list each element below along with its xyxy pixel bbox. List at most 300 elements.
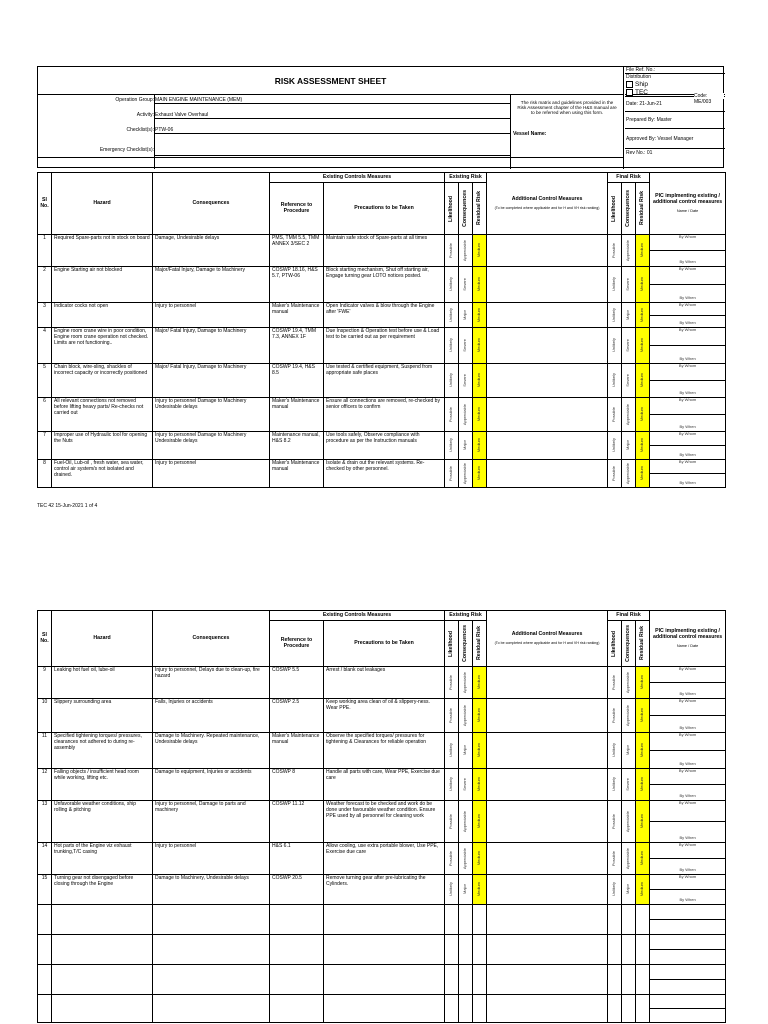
by-when: By When bbox=[679, 691, 696, 696]
cell-consequence: Injury to personnel Damage to Machinery Undesirable delays bbox=[153, 398, 270, 432]
cell-final-consequences bbox=[622, 667, 636, 699]
col-existing-risk: Existing Risk bbox=[445, 611, 487, 621]
empty-cell bbox=[473, 935, 487, 965]
empty-cell bbox=[608, 995, 622, 1023]
empty-cell bbox=[459, 995, 473, 1023]
cell-sl: 14 bbox=[38, 843, 52, 875]
empty-cell bbox=[622, 965, 636, 995]
risk-rows-page-2 bbox=[38, 667, 726, 1023]
cell-final-consequences bbox=[622, 801, 636, 843]
col-final-consequences: Consequences bbox=[624, 190, 631, 227]
col-consequence-rating: Consequences bbox=[461, 625, 468, 662]
cell-final-likelihood-text: Possible bbox=[611, 242, 617, 259]
col-sl: Sl No. bbox=[38, 173, 52, 235]
by-when: By When bbox=[679, 867, 696, 872]
cell-likelihood bbox=[445, 801, 459, 843]
cell-reference: Maker's Maintenance manual bbox=[270, 398, 324, 432]
col-additional bbox=[487, 611, 608, 667]
cell-additional-controls bbox=[487, 843, 608, 875]
cell-final-residual-risk-text: Medium bbox=[639, 466, 645, 481]
empty-row bbox=[38, 905, 726, 935]
cell-residual-risk-text: Medium bbox=[476, 438, 482, 453]
cell-reference: PMS, TMM 5.5, TMM ANNEX 3/SEC 2 bbox=[270, 235, 324, 267]
cell-likelihood bbox=[445, 769, 459, 801]
cell-final-likelihood bbox=[608, 364, 622, 398]
empty-cell bbox=[459, 965, 473, 995]
cell-likelihood bbox=[445, 843, 459, 875]
cell-consequence-rating-text: Major bbox=[462, 440, 468, 451]
col-final-residual-risk: Residual Risk bbox=[638, 626, 645, 661]
by-when: By When bbox=[679, 835, 696, 840]
cell-likelihood bbox=[445, 667, 459, 699]
col-final-consequences: Consequences bbox=[624, 625, 631, 662]
vessel-name-label: Vessel Name: bbox=[513, 131, 547, 137]
by-when: By When bbox=[679, 725, 696, 730]
cell-final-consequences-text: Appreciable bbox=[625, 462, 631, 485]
cell-consequence-rating-text: Appreciable bbox=[462, 847, 468, 870]
cell-final-consequences bbox=[622, 875, 636, 905]
empty-cell bbox=[270, 965, 324, 995]
by-whom: By Whom bbox=[650, 875, 725, 890]
empty-cell bbox=[622, 935, 636, 965]
cell-final-residual-risk bbox=[636, 364, 650, 398]
cell-final-consequences-text: Severe bbox=[625, 278, 631, 291]
cell-final-residual-risk-text: Medium bbox=[639, 743, 645, 758]
cell-hazard: Indicator cocks not open bbox=[52, 303, 153, 328]
col-final-residual-risk: Residual Risk bbox=[638, 191, 645, 226]
empty-cell bbox=[650, 935, 726, 965]
cell-final-residual-risk bbox=[636, 769, 650, 801]
cell-final-likelihood bbox=[608, 432, 622, 460]
cell-precaution: Use tested & certified equipment, Suspend from appropriate safe places bbox=[324, 364, 445, 398]
col-name-date: Name / Date bbox=[676, 208, 699, 213]
empty-row bbox=[38, 965, 726, 995]
col-hazard: Hazard bbox=[52, 611, 153, 667]
cell-precaution: Keep working area clean of oil & slippery-ness. Wear PPE. bbox=[324, 699, 445, 733]
cell-consequence: Major/Fatal Injury, Damage to Machinery bbox=[153, 267, 270, 303]
cell-residual-risk bbox=[473, 769, 487, 801]
cell-final-consequences-text: Appreciable bbox=[625, 704, 631, 727]
cell-final-likelihood bbox=[608, 699, 622, 733]
cell-residual-risk-text: Medium bbox=[476, 338, 482, 353]
by-whom: By Whom bbox=[650, 267, 725, 285]
cell-final-residual-risk-text: Medium bbox=[639, 777, 645, 792]
empty-cell bbox=[636, 995, 650, 1023]
activity-label: Activity: bbox=[136, 112, 154, 118]
doc-code: Code: ME/003 bbox=[694, 93, 724, 99]
col-name-date: Name / Date bbox=[676, 643, 699, 648]
cell-final-likelihood bbox=[608, 303, 622, 328]
cell-residual-risk bbox=[473, 460, 487, 488]
cell-final-residual-risk-text: Medium bbox=[639, 675, 645, 690]
cell-consequence: Falls, Injuries or accidents bbox=[153, 699, 270, 733]
cell-sl: 9 bbox=[38, 667, 52, 699]
cell-residual-risk bbox=[473, 364, 487, 398]
dist-ship-label: Ship bbox=[635, 81, 649, 89]
cell-hazard: Slippery surrounding area bbox=[52, 699, 153, 733]
cell-consequence: Major/ Fatal Injury, Damage to Machinery bbox=[153, 328, 270, 364]
cell-sl: 7 bbox=[38, 432, 52, 460]
cell-consequence-rating-text: Appreciable bbox=[462, 810, 468, 833]
cell-final-residual-risk-text: Medium bbox=[639, 851, 645, 866]
cell-final-likelihood bbox=[608, 235, 622, 267]
empty-cell bbox=[270, 905, 324, 935]
empty-pic-split bbox=[650, 905, 725, 920]
cell-pic bbox=[650, 328, 726, 364]
cell-final-likelihood bbox=[608, 267, 622, 303]
cell-hazard: Falling objects / insufficient head room while working, lifting etc. bbox=[52, 769, 153, 801]
cell-sl: 15 bbox=[38, 875, 52, 905]
cell-sl: 3 bbox=[38, 303, 52, 328]
cell-final-consequences bbox=[622, 364, 636, 398]
cell-residual-risk bbox=[473, 843, 487, 875]
empty-cell bbox=[473, 965, 487, 995]
cell-consequence: Damage to Machinery, Undesirable delays bbox=[153, 875, 270, 905]
cell-reference: Maker's Maintenance manual bbox=[270, 733, 324, 769]
cell-pic bbox=[650, 398, 726, 432]
col-final-risk: Final Risk bbox=[608, 611, 650, 621]
empty-cell bbox=[473, 905, 487, 935]
cell-sl: 12 bbox=[38, 769, 52, 801]
cell-final-consequences-text: Major bbox=[625, 745, 631, 756]
cell-final-likelihood-text: Possible bbox=[611, 707, 617, 724]
cell-final-residual-risk-text: Medium bbox=[639, 407, 645, 422]
cell-final-consequences-text: Severe bbox=[625, 339, 631, 352]
cell-final-likelihood bbox=[608, 875, 622, 905]
cell-consequence-rating bbox=[459, 843, 473, 875]
col-pic bbox=[650, 611, 726, 667]
empty-cell bbox=[38, 905, 52, 935]
by-when: By When bbox=[679, 897, 696, 902]
cell-likelihood-text: Possible bbox=[448, 813, 454, 830]
table-row bbox=[38, 364, 726, 398]
empty-cell bbox=[650, 995, 726, 1023]
cell-consequence-rating-text: Severe bbox=[462, 339, 468, 352]
cell-likelihood-text: Possible bbox=[448, 674, 454, 691]
sheet-header bbox=[37, 66, 724, 168]
cell-consequence-rating-text: Appreciable bbox=[462, 403, 468, 426]
cell-consequence: Major/ Fatal Injury, Damage to Machinery bbox=[153, 364, 270, 398]
empty-cell bbox=[622, 905, 636, 935]
cell-final-consequences-text: Severe bbox=[625, 778, 631, 791]
cell-sl: 1 bbox=[38, 235, 52, 267]
cell-residual-risk bbox=[473, 328, 487, 364]
cell-final-residual-risk bbox=[636, 267, 650, 303]
cell-residual-risk bbox=[473, 667, 487, 699]
cell-likelihood-text: Unlikely bbox=[448, 277, 454, 292]
empty-cell bbox=[487, 965, 608, 995]
cell-pic bbox=[650, 801, 726, 843]
cell-final-likelihood-text: Possible bbox=[611, 406, 617, 423]
cell-final-consequences-text: Major bbox=[625, 884, 631, 895]
cell-reference: COSWP 5.5 bbox=[270, 667, 324, 699]
cell-final-consequences bbox=[622, 303, 636, 328]
by-whom: By Whom bbox=[650, 303, 725, 316]
cell-additional-controls bbox=[487, 733, 608, 769]
cell-final-likelihood-text: Unlikely bbox=[611, 777, 617, 792]
by-whom: By Whom bbox=[650, 843, 725, 859]
cell-precaution: Allow cooling, use extra portable blower, Use PPE, Exercise due care bbox=[324, 843, 445, 875]
cell-final-likelihood bbox=[608, 843, 622, 875]
cell-final-consequences bbox=[622, 699, 636, 733]
by-whom: By Whom bbox=[650, 328, 725, 346]
cell-final-likelihood-text: Unlikely bbox=[611, 338, 617, 353]
cell-final-consequences bbox=[622, 267, 636, 303]
cell-residual-risk-text: Medium bbox=[476, 243, 482, 258]
cell-sl: 5 bbox=[38, 364, 52, 398]
cell-reference: COSWP 8 bbox=[270, 769, 324, 801]
cell-likelihood bbox=[445, 303, 459, 328]
cell-consequence-rating bbox=[459, 460, 473, 488]
cell-final-consequences bbox=[622, 328, 636, 364]
cell-hazard: Improper use of Hydraulic tool for opening the Nuts bbox=[52, 432, 153, 460]
empty-pic-split bbox=[650, 965, 725, 980]
col-final-risk: Final Risk bbox=[608, 173, 650, 183]
empty-cell bbox=[153, 965, 270, 995]
cell-likelihood-text: Unlikely bbox=[448, 373, 454, 388]
cell-hazard: Leaking hot fuel oil, lube-oil bbox=[52, 667, 153, 699]
cell-consequence-rating bbox=[459, 432, 473, 460]
cell-final-residual-risk-text: Medium bbox=[639, 307, 645, 323]
cell-likelihood-text: Unlikely bbox=[448, 743, 454, 758]
empty-cell bbox=[270, 995, 324, 1023]
empty-cell bbox=[52, 905, 153, 935]
cell-final-consequences-text: Appreciable bbox=[625, 847, 631, 870]
doc-control-block bbox=[625, 67, 725, 169]
cell-likelihood bbox=[445, 235, 459, 267]
cell-final-likelihood-text: Possible bbox=[611, 813, 617, 830]
cell-final-residual-risk-text: Medium bbox=[639, 814, 645, 829]
col-precautions: Precautions to be Taken bbox=[324, 621, 445, 667]
cell-consequence-rating bbox=[459, 733, 473, 769]
cell-additional-controls bbox=[487, 460, 608, 488]
cell-reference: COSWP 19.4, TMM 7.3, ANNEX 1F bbox=[270, 328, 324, 364]
empty-cell bbox=[445, 995, 459, 1023]
empty-cell bbox=[608, 905, 622, 935]
cell-consequence-rating bbox=[459, 328, 473, 364]
cell-pic bbox=[650, 699, 726, 733]
col-residual-risk: Residual Risk bbox=[475, 191, 482, 226]
empty-cell bbox=[487, 935, 608, 965]
cell-final-likelihood-text: Possible bbox=[611, 465, 617, 482]
cell-final-residual-risk-text: Medium bbox=[639, 338, 645, 353]
col-consequence-rating: Consequences bbox=[461, 190, 468, 227]
cell-final-consequences-text: Appreciable bbox=[625, 810, 631, 833]
by-whom: By Whom bbox=[650, 432, 725, 446]
risk-matrix-note: The risk matrix and guidelines provided in the Risk Assessment chapter of the H&S manual are to be referred when using this form. bbox=[517, 100, 617, 115]
cell-final-likelihood-text: Possible bbox=[611, 674, 617, 691]
cell-likelihood-text: Unlikely bbox=[448, 338, 454, 353]
empty-cell bbox=[324, 965, 445, 995]
cell-likelihood-text: Unlikely bbox=[448, 882, 454, 897]
cell-reference: COSWP 18.16, H&S 5.7, PTW-06 bbox=[270, 267, 324, 303]
cell-final-residual-risk bbox=[636, 699, 650, 733]
cell-additional-controls bbox=[487, 303, 608, 328]
by-whom: By Whom bbox=[650, 699, 725, 716]
sheet-title: RISK ASSESSMENT SHEET bbox=[274, 76, 387, 86]
cell-reference: COSWP 11.12 bbox=[270, 801, 324, 843]
col-sl: Sl No. bbox=[38, 611, 52, 667]
cell-consequence: Damage, Undesirable delays bbox=[153, 235, 270, 267]
cell-sl: 4 bbox=[38, 328, 52, 364]
empty-cell bbox=[608, 965, 622, 995]
cell-consequence-rating bbox=[459, 801, 473, 843]
cell-final-likelihood-text: Unlikely bbox=[611, 307, 617, 322]
empty-cell bbox=[38, 995, 52, 1023]
by-when: By When bbox=[679, 390, 696, 395]
cell-precaution: Open Indicator valves & blow through the Engine after 'FWE' bbox=[324, 303, 445, 328]
prepared-by: Prepared By: Master bbox=[625, 112, 725, 129]
cell-final-residual-risk-text: Medium bbox=[639, 438, 645, 453]
cell-final-likelihood-text: Unlikely bbox=[611, 743, 617, 758]
col-existing-risk: Existing Risk bbox=[445, 173, 487, 183]
cell-consequence: Damage to equipment, Injuries or accidents bbox=[153, 769, 270, 801]
col-additional bbox=[487, 173, 608, 235]
col-consequences: Consequences bbox=[153, 611, 270, 667]
by-when: By When bbox=[679, 295, 696, 300]
note-block bbox=[510, 95, 624, 169]
cell-final-residual-risk bbox=[636, 667, 650, 699]
cell-reference: COSWP 20.5 bbox=[270, 875, 324, 905]
empty-cell bbox=[153, 995, 270, 1023]
col-reference: Reference to Procedure bbox=[270, 183, 324, 235]
table-row bbox=[38, 398, 726, 432]
table-row bbox=[38, 733, 726, 769]
empty-cell bbox=[270, 935, 324, 965]
by-when: By When bbox=[679, 480, 696, 485]
cell-residual-risk-text: Medium bbox=[476, 277, 482, 292]
cell-hazard: Turning gear not disengaged before closing through the Engine bbox=[52, 875, 153, 905]
cell-final-residual-risk-text: Medium bbox=[639, 373, 645, 388]
col-consequences: Consequences bbox=[153, 173, 270, 235]
cell-consequence-rating-text: Appreciable bbox=[462, 462, 468, 485]
by-whom: By Whom bbox=[650, 364, 725, 381]
cell-final-residual-risk bbox=[636, 432, 650, 460]
empty-cell bbox=[52, 965, 153, 995]
cell-likelihood-text: Unlikely bbox=[448, 777, 454, 792]
empty-row bbox=[38, 995, 726, 1023]
ship-checkbox[interactable] bbox=[626, 81, 633, 88]
cell-residual-risk-text: Medium bbox=[476, 777, 482, 792]
table-row bbox=[38, 667, 726, 699]
cell-final-consequences-text: Major bbox=[625, 440, 631, 451]
col-reference: Reference to Procedure bbox=[270, 621, 324, 667]
col-likelihood: Likelihood bbox=[447, 195, 454, 222]
cell-residual-risk-text: Medium bbox=[476, 466, 482, 481]
by-when: By When bbox=[679, 356, 696, 361]
col-pic-title: PIC implmenting existing / additional control measures bbox=[652, 627, 723, 640]
cell-residual-risk bbox=[473, 303, 487, 328]
cell-final-consequences bbox=[622, 769, 636, 801]
cell-reference: COSWP 2.5 bbox=[270, 699, 324, 733]
cell-pic bbox=[650, 460, 726, 488]
cell-additional-controls bbox=[487, 801, 608, 843]
cell-likelihood bbox=[445, 733, 459, 769]
risk-rows-page-1 bbox=[38, 235, 726, 488]
cell-likelihood-text: Unlikely bbox=[448, 307, 454, 322]
empty-cell bbox=[153, 905, 270, 935]
cell-precaution: Maintain safe stock of Spare-parts at all times bbox=[324, 235, 445, 267]
cell-final-residual-risk-text: Medium bbox=[639, 708, 645, 723]
cell-consequence-rating-text: Appreciable bbox=[462, 671, 468, 694]
risk-table-page-2 bbox=[37, 610, 726, 1023]
cell-consequence-rating-text: Appreciable bbox=[462, 704, 468, 727]
cell-reference: Maintenance manual, H&S 8.2 bbox=[270, 432, 324, 460]
cell-final-residual-risk bbox=[636, 843, 650, 875]
empty-cell bbox=[459, 905, 473, 935]
empty-cell bbox=[38, 935, 52, 965]
cell-hazard: Engine Starting air not blocked bbox=[52, 267, 153, 303]
cell-final-consequences bbox=[622, 733, 636, 769]
cell-final-consequences bbox=[622, 843, 636, 875]
empty-pic-split bbox=[650, 995, 725, 1009]
col-additional-note: (To be completed where applicable and for H and VH risk ranking) bbox=[494, 640, 600, 645]
tec-checkbox[interactable] bbox=[626, 89, 633, 96]
cell-final-likelihood bbox=[608, 667, 622, 699]
cell-sl: 11 bbox=[38, 733, 52, 769]
cell-sl: 13 bbox=[38, 801, 52, 843]
cell-pic bbox=[650, 769, 726, 801]
cell-final-likelihood bbox=[608, 460, 622, 488]
cell-likelihood bbox=[445, 460, 459, 488]
cell-residual-risk-text: Medium bbox=[476, 851, 482, 866]
cell-residual-risk bbox=[473, 733, 487, 769]
cell-consequence-rating-text: Major bbox=[462, 745, 468, 756]
col-likelihood: Likelihood bbox=[447, 630, 454, 657]
cell-final-likelihood-text: Unlikely bbox=[611, 882, 617, 897]
cell-final-residual-risk bbox=[636, 875, 650, 905]
cell-likelihood bbox=[445, 875, 459, 905]
operation-group-value: MAIN ENGINE MAINTENANCE (MEM) bbox=[155, 97, 510, 104]
empty-cell bbox=[487, 995, 608, 1023]
cell-consequence: Injury to personnel bbox=[153, 303, 270, 328]
activity-value: Exhaust Valve Overhaul bbox=[155, 112, 510, 119]
cell-likelihood-text: Possible bbox=[448, 850, 454, 867]
cell-final-residual-risk bbox=[636, 235, 650, 267]
emergency-checklists-value bbox=[155, 147, 510, 156]
cell-consequence-rating-text: Severe bbox=[462, 278, 468, 291]
dist-ship bbox=[625, 81, 725, 89]
cell-consequence-rating-text: Severe bbox=[462, 374, 468, 387]
cell-reference: H&S 6.1 bbox=[270, 843, 324, 875]
table-row bbox=[38, 432, 726, 460]
cell-likelihood-text: Unlikely bbox=[448, 438, 454, 453]
cell-likelihood-text: Possible bbox=[448, 707, 454, 724]
cell-reference: Maker's Maintenance manual bbox=[270, 303, 324, 328]
cell-final-residual-risk-text: Medium bbox=[639, 243, 645, 258]
cell-final-likelihood-text: Unlikely bbox=[611, 373, 617, 388]
by-when: By When bbox=[679, 452, 696, 457]
cell-additional-controls bbox=[487, 235, 608, 267]
cell-additional-controls bbox=[487, 364, 608, 398]
empty-cell bbox=[52, 995, 153, 1023]
cell-likelihood bbox=[445, 699, 459, 733]
cell-residual-risk bbox=[473, 801, 487, 843]
by-whom: By Whom bbox=[650, 801, 725, 822]
cell-residual-risk bbox=[473, 267, 487, 303]
col-additional-title: Additional Control Measures bbox=[511, 195, 583, 202]
cell-pic bbox=[650, 733, 726, 769]
cell-consequence-rating bbox=[459, 699, 473, 733]
cell-residual-risk-text: Medium bbox=[476, 307, 482, 323]
cell-pic bbox=[650, 364, 726, 398]
checklists-label: Checklist(s): bbox=[126, 127, 154, 133]
empty-cell bbox=[487, 905, 608, 935]
cell-likelihood bbox=[445, 432, 459, 460]
cell-hazard: Required Spare-parts not in stock on board bbox=[52, 235, 153, 267]
cell-final-residual-risk bbox=[636, 398, 650, 432]
table-row bbox=[38, 699, 726, 733]
